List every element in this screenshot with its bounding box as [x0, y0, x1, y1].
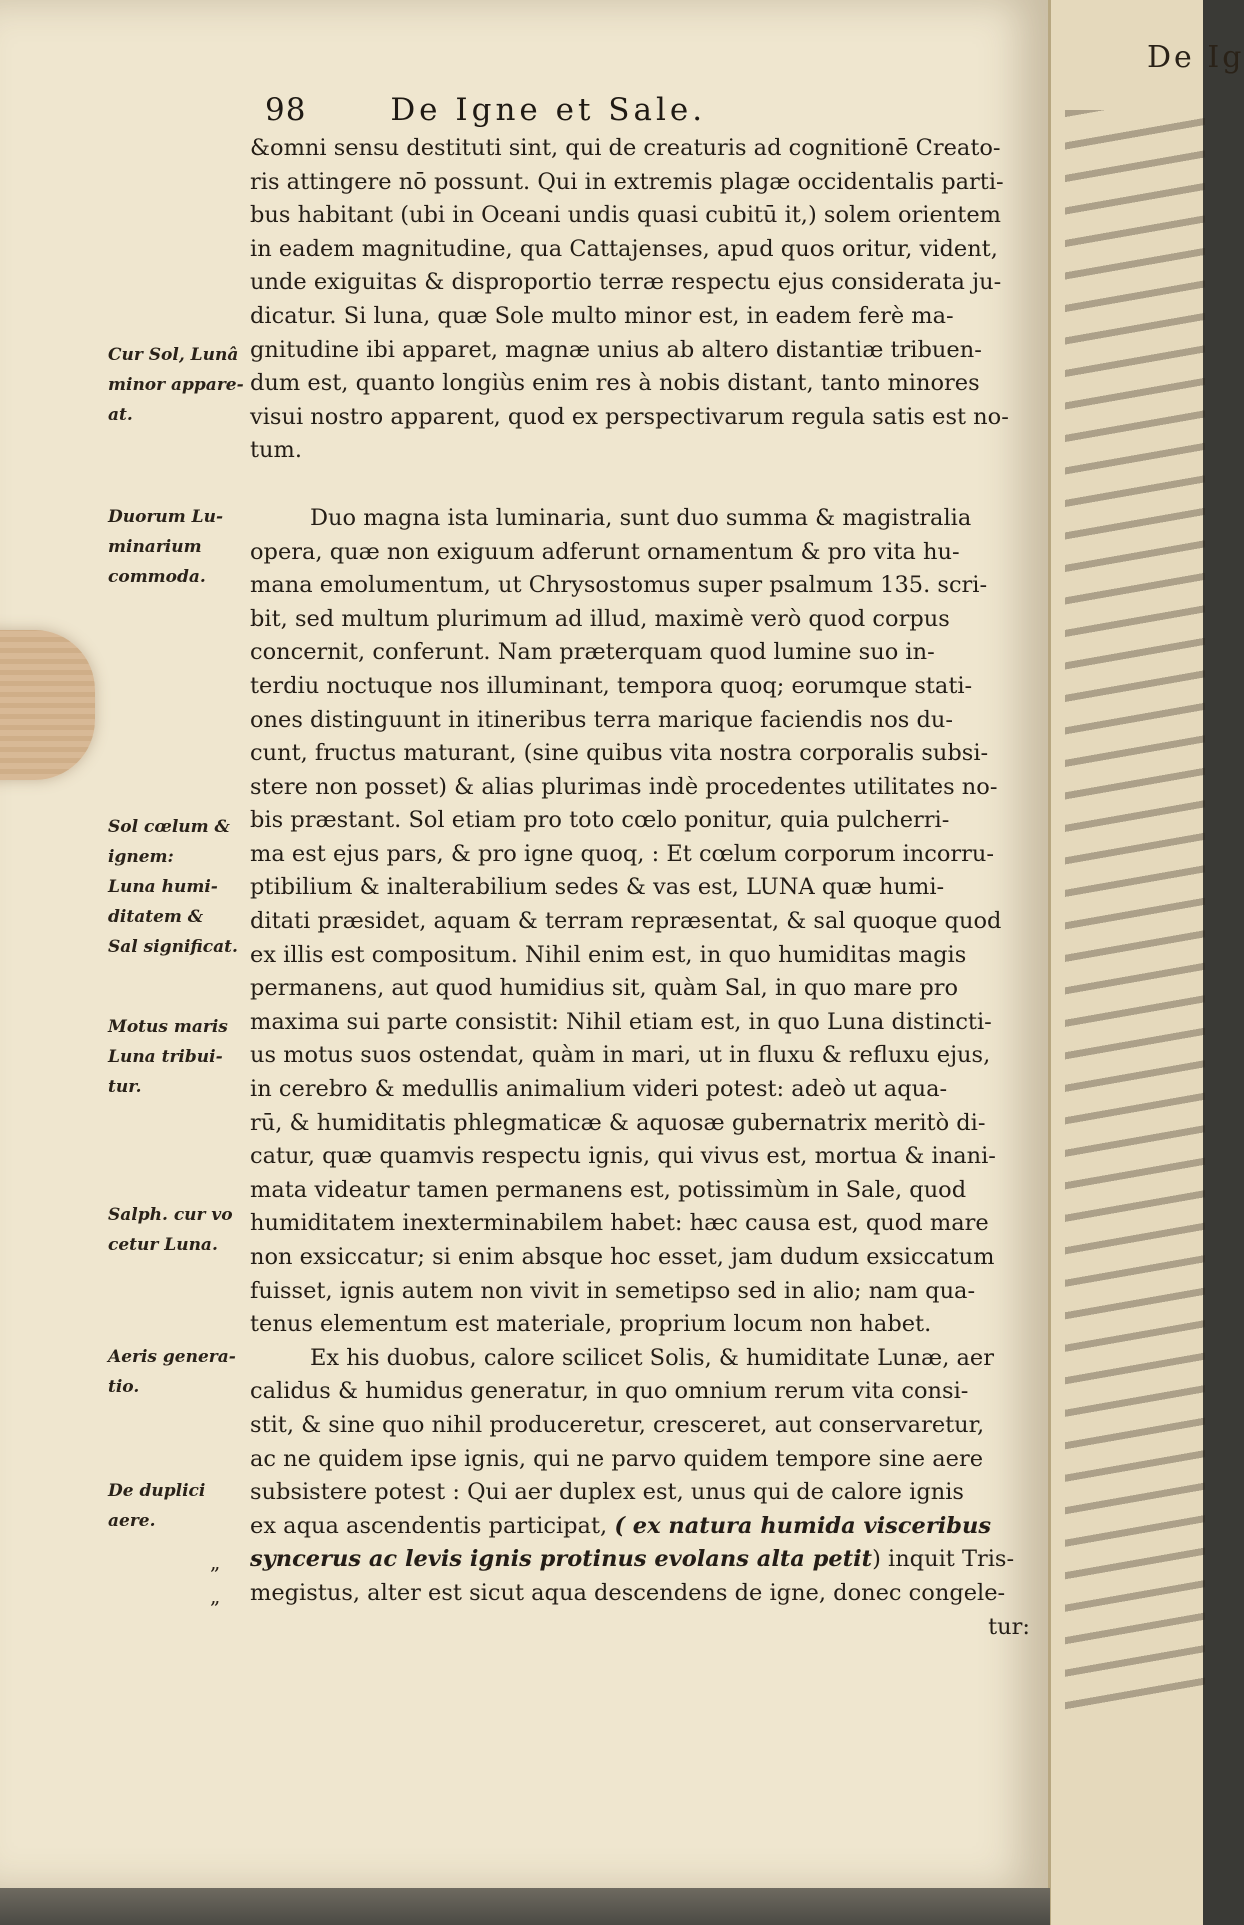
quotation: syncerus ac levis ignis protinus evolans alta petit [250, 1546, 873, 1573]
running-head [265, 92, 706, 128]
quotation-mark: „ [210, 1550, 221, 1574]
facing-page-text [1065, 110, 1205, 1710]
margin-note: Motus maris Luna tribui- tur. [108, 1017, 228, 1097]
page-title: De Igne et Sale. [390, 92, 707, 128]
margin-note: Salph. cur vo cetur Luna. [108, 1205, 233, 1255]
margin-note: Duorum Lu- minarium commoda. [108, 507, 224, 587]
paragraph: Duo magna ista luminaria, sunt duo summa & magistralia opera, quæ non exiguum adferunt ornamentum & pro vita hu- mana emolumentum, ut Chrysostomus super psalmum 135. scri- bit, sed multum plurimum ad illud, maximè verò quod corpus concernit, conferunt. Nam præterquam quod lumine suo in- terdiu noctuque nos illuminant, tempora quoq; eorumque stati- ones distinguunt in itineribus terra marique faciendis nos du- cunt, fructus maturant, (sine quibus vita nostra corporalis subsi- stere non posset) & alias plurimas indè procedentes utilitates no- bis præstant. Sol etiam pro toto cœlo ponitur, quia pulcherri- ma est ejus pars, & pro igne quoq, : Et cœlum corporum incorru- ptibilium & inalterabilium sedes & vas est, LUNA quæ humi- ditati præsidet, aquam & terram repræsentat, & sal quoque quod ex illis est compositum. Nihil enim est, in quo humiditas magis permanens, aut quod humidius sit, quàm Sal, in quo mare pro maxima sui parte consistit: Nihil etiam est, in quo Luna distincti- us motus suos ostendat, quàm in mari, ut in fluxu & refluxu ejus, in cerebro & medullis animalium videri potest: adeò ut aqua- rū, & humiditatis phlegmaticæ & aquosæ gubernatrix meritò di- catur, quæ quamvis respectu ignis, qui vivus est, mortua & inani- mata videatur tamen permanens est, potissimùm in Sale, quod humiditatem inexterminabilem habet: hæc causa est, quod mare non exsiccatur; si enim absque hoc esset, jam dudum exsiccatum fuisset, ignis autem non vivit in semetipso sed in alio; nam qua- tenus elementum est materiale, proprium locum non habet. [250, 504, 1002, 1338]
margin-note: Aeris genera- tio. [108, 1347, 236, 1397]
paragraph: &omni sensu destituti sint, qui de creaturis ad cognitionē Creato- ris attingere nō possunt. Qui in extremis plagæ occidentalis parti- bus habitant (ubi in Oceani undis quasi cubitū it,) solem orientem in eadem magnitudine, qua Cattajenses, apud quos oritur, vident, unde exiguitas & disproportio terræ respectu ejus considerata ju- dicatur. Si luna, quæ Sole multo minor est, in eadem ferè ma- gnitudine ibi apparet, magnæ unius ab altero distantiæ tribuen- dum est, quanto longiùs enim res à nobis distant, tanto minores visui nostro apparent, quod ex perspectivarum regula satis est no- tum. [250, 135, 1009, 464]
margin-note: De duplici aere. [108, 1481, 206, 1531]
page-edge [0, 1888, 1050, 1925]
facing-page-header: De Ig [1147, 40, 1244, 75]
margin-note: Cur Sol, Lunâ minor appare- at. [108, 345, 244, 425]
page-number: 98 [265, 92, 307, 128]
body-text [250, 132, 1030, 1644]
facing-page [1048, 0, 1244, 1925]
quotation-mark: „ [210, 1584, 221, 1608]
finger [0, 630, 95, 780]
catchword: tur: [988, 1613, 1030, 1640]
margin-note: Sol cœlum & ignem: Luna humi- ditatem & Sal significat. [108, 817, 238, 957]
paragraph: Ex his duobus, calore scilicet Solis, & humiditate Lunæ, aer calidus & humidus generatur, in quo omnium rerum vita consi- stit, & sine quo nihil produceretur, cresceret, aut conservaretur, ac ne quidem ipse ignis, qui ne parvo quidem tempore sine aere subsistere potest : Qui aer duplex est, unus qui de calore ignis ex aqua ascendentis participat, ( ex natura humida visceribus syncerus ac levis ignis protinus evolans alta petit) inquit Tris- megistus, alter est sicut aqua descendens de igne, donec congele- tur: [250, 1342, 1030, 1644]
quotation: ( ex natura humida visceribus [614, 1512, 992, 1539]
